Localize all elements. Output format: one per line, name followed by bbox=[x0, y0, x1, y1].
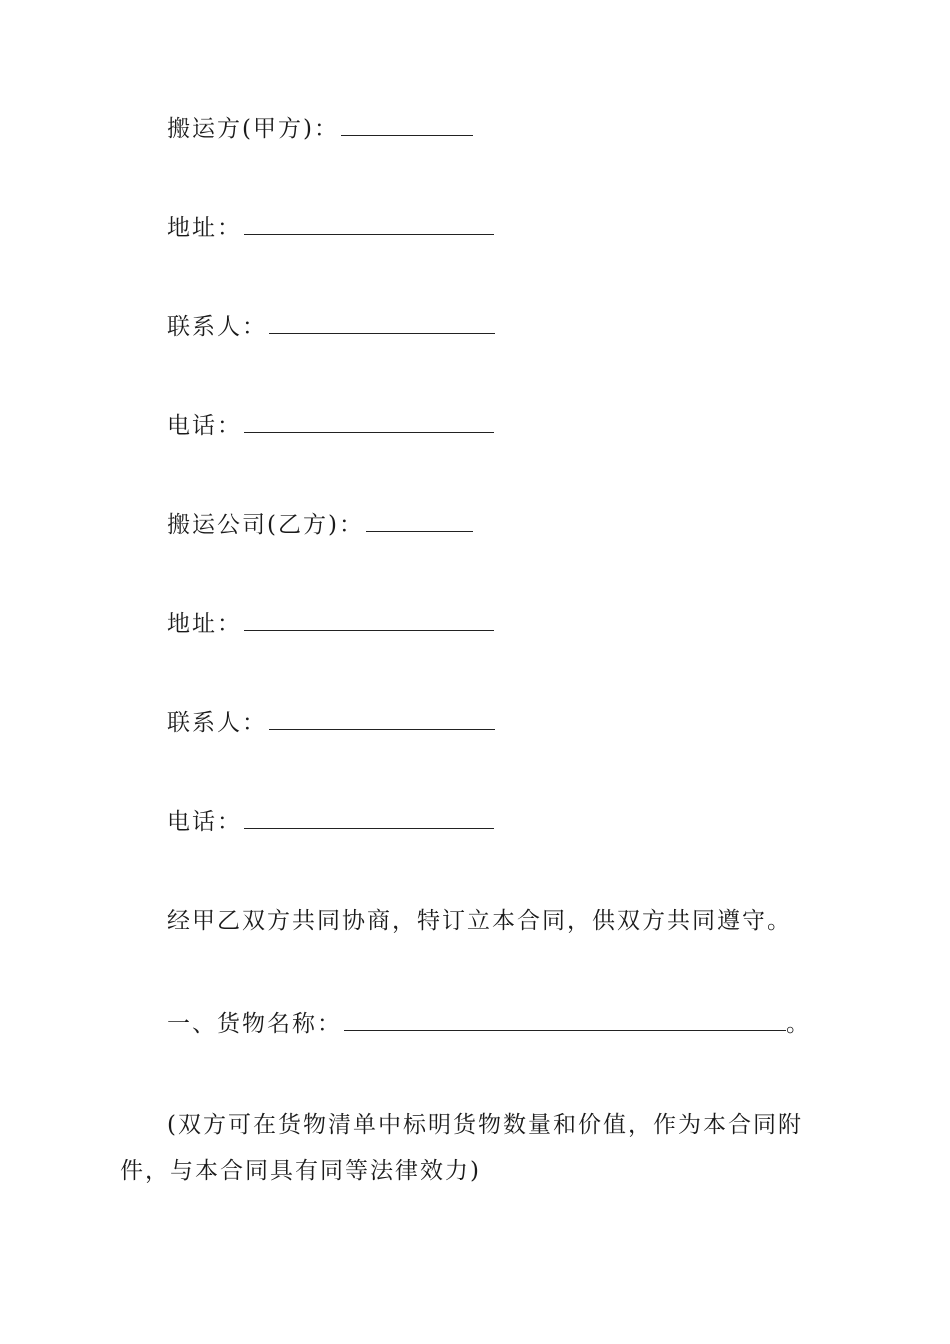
clause-goods-name-blank bbox=[344, 1010, 786, 1031]
party-b-phone-blank bbox=[244, 808, 494, 829]
party-a-phone-blank bbox=[244, 412, 494, 433]
party-b-name-blank bbox=[366, 511, 473, 532]
intro-paragraph: 经甲乙双方共同协商，特订立本合同，供双方共同遵守。 bbox=[167, 908, 792, 934]
party-b-address-label: 地址： bbox=[167, 611, 242, 637]
party-b-address-blank bbox=[244, 610, 494, 631]
party-b-name-row bbox=[167, 510, 473, 540]
party-a-address-label: 地址： bbox=[167, 215, 242, 241]
note-paragraph: (双方可在货物清单中标明货物数量和价值，作为本合同附件，与本合同具有同等法律效力) bbox=[120, 1112, 803, 1184]
party-a-address-blank bbox=[244, 214, 494, 235]
party-a-contact-row bbox=[167, 312, 495, 342]
party-a-name-label: 搬运方(甲方)： bbox=[167, 116, 339, 142]
party-a-name-blank bbox=[341, 115, 473, 136]
party-b-name-label: 搬运公司(乙方)： bbox=[167, 512, 364, 538]
party-a-contact-blank bbox=[269, 313, 495, 334]
party-a-phone-row bbox=[167, 411, 494, 441]
party-a-contact-label: 联系人： bbox=[167, 314, 267, 340]
party-b-contact-label: 联系人： bbox=[167, 710, 267, 736]
clause-goods-name-label: 一、货物名称： bbox=[167, 1011, 342, 1037]
party-b-contact-row bbox=[167, 708, 495, 738]
clause-goods-name-end: 。 bbox=[786, 1011, 811, 1037]
party-a-phone-label: 电话： bbox=[167, 413, 242, 439]
clause-goods-name-row bbox=[167, 1009, 811, 1039]
party-b-address-row bbox=[167, 609, 494, 639]
party-b-phone-label: 电话： bbox=[167, 809, 242, 835]
party-b-phone-row bbox=[167, 807, 494, 837]
party-a-name-row bbox=[167, 114, 473, 144]
party-a-address-row bbox=[167, 213, 494, 243]
party-b-contact-blank bbox=[269, 709, 495, 730]
